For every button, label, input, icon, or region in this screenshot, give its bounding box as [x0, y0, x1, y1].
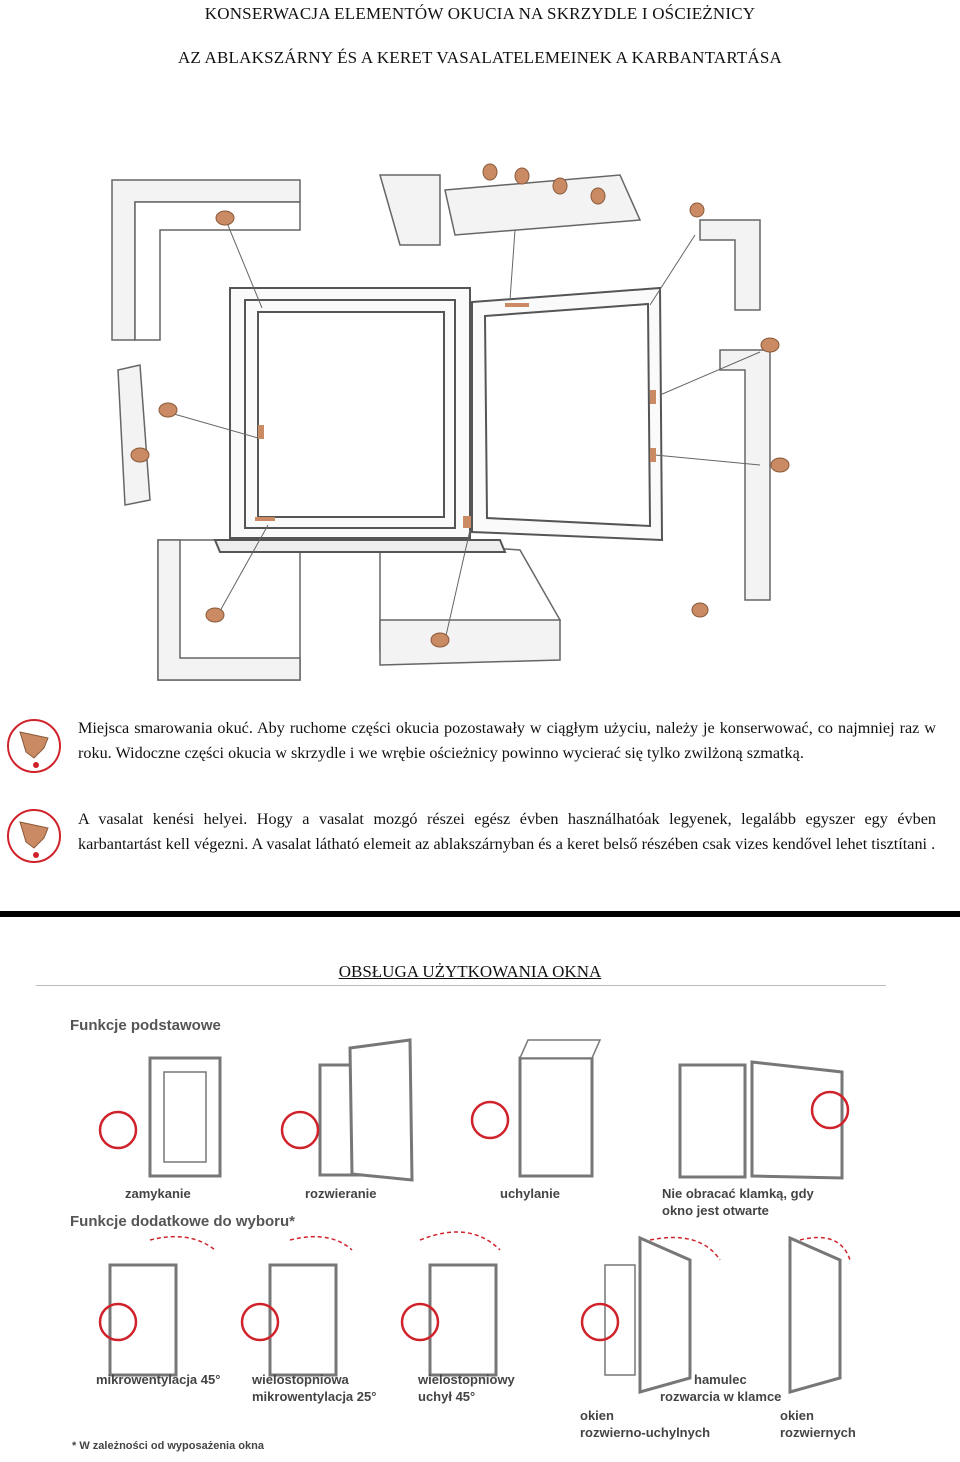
extra-functions-heading: Funkcje dodatkowe do wyboru* [70, 1213, 296, 1230]
label-multi25-line1: wielostopniowa [252, 1372, 349, 1387]
thin-divider [36, 985, 886, 986]
label-warning-line1: Nie obracać klamką, gdy [662, 1186, 814, 1201]
section-divider [0, 911, 960, 917]
label-multi45-line1: wielostopniowy [418, 1372, 515, 1387]
label-turn-line1: okien [780, 1408, 814, 1423]
label-multi45-line2: uchył 45° [418, 1389, 476, 1404]
label-brake-line2: rozwarcia w klamce [660, 1389, 782, 1404]
oil-can-icon [6, 808, 62, 864]
lubrication-diagram [0, 120, 960, 700]
lubrication-note-polish: Miejsca smarowania okuć. Aby ruchome części okucia pozostawały w ciągłym użyciu, należy je konserwować, co najmniej raz w roku. Widoczne części okucia w skrzydle i we wrębie ościeżnicy powinno wycierać się tylko zwilżoną szmatką. [78, 719, 936, 762]
operation-illustrations [0, 1000, 960, 1462]
label-turn-line2: rozwiernych [780, 1425, 856, 1440]
section-title-operation: OBSŁUGA UŻYTKOWANIA OKNA [338, 962, 602, 981]
label-warning-line2: okno jest otwarte [662, 1203, 769, 1218]
label-opening: rozwieranie [305, 1186, 377, 1201]
label-tilting: uchylanie [500, 1186, 560, 1201]
label-micro45: mikrowentylacja 45° [96, 1372, 221, 1387]
label-multi25-line2: mikrowentylacja 25° [252, 1389, 377, 1404]
lubrication-note-hungarian: A vasalat kenési helyei. Hogy a vasalat mozgó részei egész évben használhatóak legyenek, legalább egyszer egy évben karbantartást kell végezni. A vasalat látható elemeit az ablakszárnyban és a keret belső részében csak vizes kendővel lehet tisztítani . [78, 810, 936, 853]
label-tilt-turn-line2: rozwierno-uchylnych [580, 1425, 711, 1440]
basic-functions-heading: Funkcje podstawowe [70, 1017, 221, 1034]
oil-can-icon [6, 718, 62, 774]
label-closing: zamykanie [125, 1186, 191, 1201]
footnote: * W zależności od wyposażenia okna [72, 1440, 264, 1452]
label-tilt-turn-line1: okien [580, 1408, 614, 1423]
title-polish: KONSERWACJA ELEMENTÓW OKUCIA NA SKRZYDLE I OŚCIEŻNICY [204, 4, 756, 23]
label-brake-line1: hamulec [694, 1372, 747, 1387]
title-hungarian: AZ ABLAKSZÁRNY ÉS A KERET VASALATELEMEINEK A KARBANTARTÁSA [177, 48, 783, 67]
